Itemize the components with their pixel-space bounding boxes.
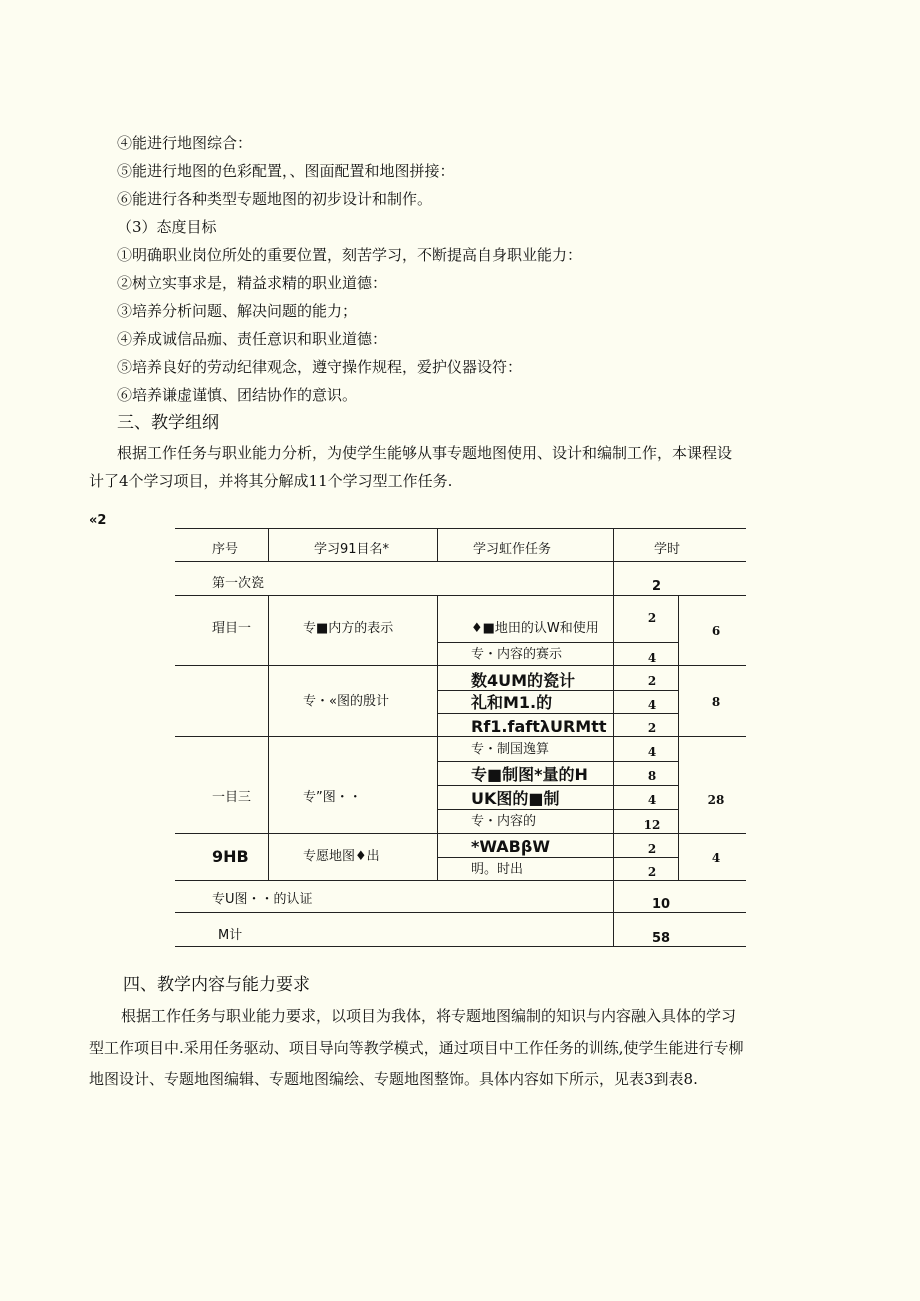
- project-3-task-1: 专・制国逸算: [471, 742, 550, 757]
- project-2-task-1: 数4UM的瓷计: [471, 671, 576, 690]
- table-header-hours: 学时: [654, 542, 681, 557]
- table-row-intro-hours: 2: [652, 579, 662, 594]
- project-4-task-1-hours: 2: [647, 842, 657, 856]
- project-4-task-2-hours: 2: [647, 865, 657, 879]
- project-2-subtotal: 8: [711, 695, 721, 709]
- table-row-total-hours: 58: [652, 931, 671, 946]
- project-1-subtotal: 6: [711, 624, 721, 638]
- project-1-name: 专■内方的表示: [303, 621, 394, 636]
- project-1-task-1-hours: 2: [647, 611, 657, 625]
- project-4-name: 专愿地图♦出: [303, 849, 380, 864]
- attitude-item-3: ③培养分析问题、解决问题的能力；: [117, 302, 358, 320]
- project-2-task-3-hours: 2: [647, 721, 657, 735]
- project-3-task-3-hours: 4: [647, 793, 657, 807]
- table-row-cert-label: [212, 893, 313, 906]
- table-rule: [175, 665, 746, 666]
- project-3-task-1-hours: 4: [647, 745, 657, 759]
- table-rule: [437, 761, 678, 762]
- table-rule: [268, 595, 269, 880]
- project-3-task-3: UK图的■制: [471, 789, 560, 808]
- table-rule: [678, 595, 679, 880]
- section4-title: 四、教学内容与能力要求: [123, 975, 310, 995]
- project-3-subtotal: 28: [707, 793, 725, 807]
- table-rule: [175, 528, 746, 529]
- table-rule: [268, 528, 269, 561]
- skill-item-6: ⑥能进行各种类型专题地图的初步设计和制作。: [117, 190, 433, 208]
- table-rule: [175, 880, 746, 881]
- project-4-subtotal: 4: [711, 851, 721, 865]
- project-3-task-2: 专■制图*量的H: [471, 765, 588, 784]
- table-rule: [175, 561, 746, 562]
- section4-para-line-2: 型工作项目中.采用任务驱动、项目导向等教学模式，通过项目中工作任务的训练,使学生能进行专柳: [89, 1039, 744, 1057]
- project-2-task-1-hours: 2: [647, 674, 657, 688]
- project-3-id: 一目三: [212, 790, 252, 805]
- table-rule: [437, 595, 438, 880]
- attitude-item-6: ⑥培养谦虚谨慎、团结协作的意识。: [117, 386, 358, 404]
- project-4-task-2: 明。时出: [471, 862, 524, 877]
- section3-para-line-2: 计了4个学习项目，并将其分解成11个学习型工作任务.: [89, 472, 453, 490]
- table-rule: [437, 857, 678, 858]
- table-row-intro-label: 第一次瓷: [212, 576, 265, 591]
- table-rule: [437, 713, 678, 714]
- table-label: «2: [89, 513, 107, 528]
- table-header-task: 学习虹作任务: [473, 542, 552, 557]
- skill-item-4: ④能进行地图综合：: [117, 134, 253, 152]
- table-rule: [437, 809, 678, 810]
- project-4-id: 9HB: [212, 847, 249, 866]
- table-rule: [175, 946, 746, 947]
- table-row-cert-hours: 10: [652, 897, 671, 912]
- table-row-total-label: M计: [218, 928, 243, 943]
- section3-title: 三、教学组纲: [117, 413, 219, 433]
- project-2-task-3: Rf1.faftλURMtt: [471, 717, 607, 736]
- attitude-item-4: ④养成诚信品痂、责任意识和职业道德：: [117, 330, 388, 348]
- section4-para-line-3: 地图设计、专题地图编辑、专题地图编绘、专题地图整饰。具体内容如下所示，见表3到表8.: [89, 1070, 698, 1088]
- project-2-name: 专・«图的殷计: [303, 694, 389, 709]
- table-rule: [437, 528, 438, 561]
- table-rule: [437, 642, 678, 643]
- project-2-task-2-hours: 4: [647, 698, 657, 712]
- table-rule: [437, 690, 678, 691]
- project-3-task-4-hours: 12: [643, 818, 661, 832]
- project-1-task-2: 专・内容的赛示: [471, 647, 563, 662]
- project-3-name: 专”图・・: [303, 790, 362, 805]
- table-header-index: 序号: [212, 542, 239, 557]
- table-rule: [437, 785, 678, 786]
- project-3-task-2-hours: 8: [647, 769, 657, 783]
- project-4-task-1: *WABβW: [471, 837, 550, 856]
- table-rule: [175, 833, 746, 834]
- attitude-item-5: ⑤培养良好的劳动纪律观念，遵守操作规程，爱护仪器设符：: [117, 358, 523, 376]
- project-2-task-2: 礼和M1.的: [471, 693, 553, 712]
- table-rule: [175, 595, 746, 596]
- project-1-task-1: ♦■地田的认W和使用: [471, 621, 599, 636]
- section3-para-line-1: 根据工作任务与职业能力分析，为使学生能够从事专题地图使用、设计和编制工作，本课程设: [117, 444, 733, 462]
- table-rule: [613, 528, 614, 946]
- skill-item-5: ⑤能进行地图的色彩配置，、图面配置和地图拼接：: [117, 162, 455, 180]
- attitude-heading: （3）态度目标: [117, 218, 217, 236]
- section4-para-line-1: 根据工作任务与职业能力要求，以项目为我体，将专题地图编制的知识与内容融入具体的学习: [121, 1007, 737, 1025]
- project-3-task-4: 专・内容的: [471, 814, 537, 829]
- table-header-project: 学习91目名*: [314, 542, 390, 557]
- attitude-item-1: ①明确职业岗位所处的重要位置，刻苦学习，不断提高自身职业能力：: [117, 246, 583, 264]
- table-rule: [175, 912, 746, 913]
- attitude-item-2: ②树立实事求是，精益求精的职业道德：: [117, 274, 388, 292]
- table-rule: [175, 736, 746, 737]
- project-1-id: 瑁目一: [212, 621, 252, 636]
- table-row-cert-text: 专U图・・的认证: [212, 892, 313, 907]
- project-1-task-2-hours: 4: [647, 651, 657, 665]
